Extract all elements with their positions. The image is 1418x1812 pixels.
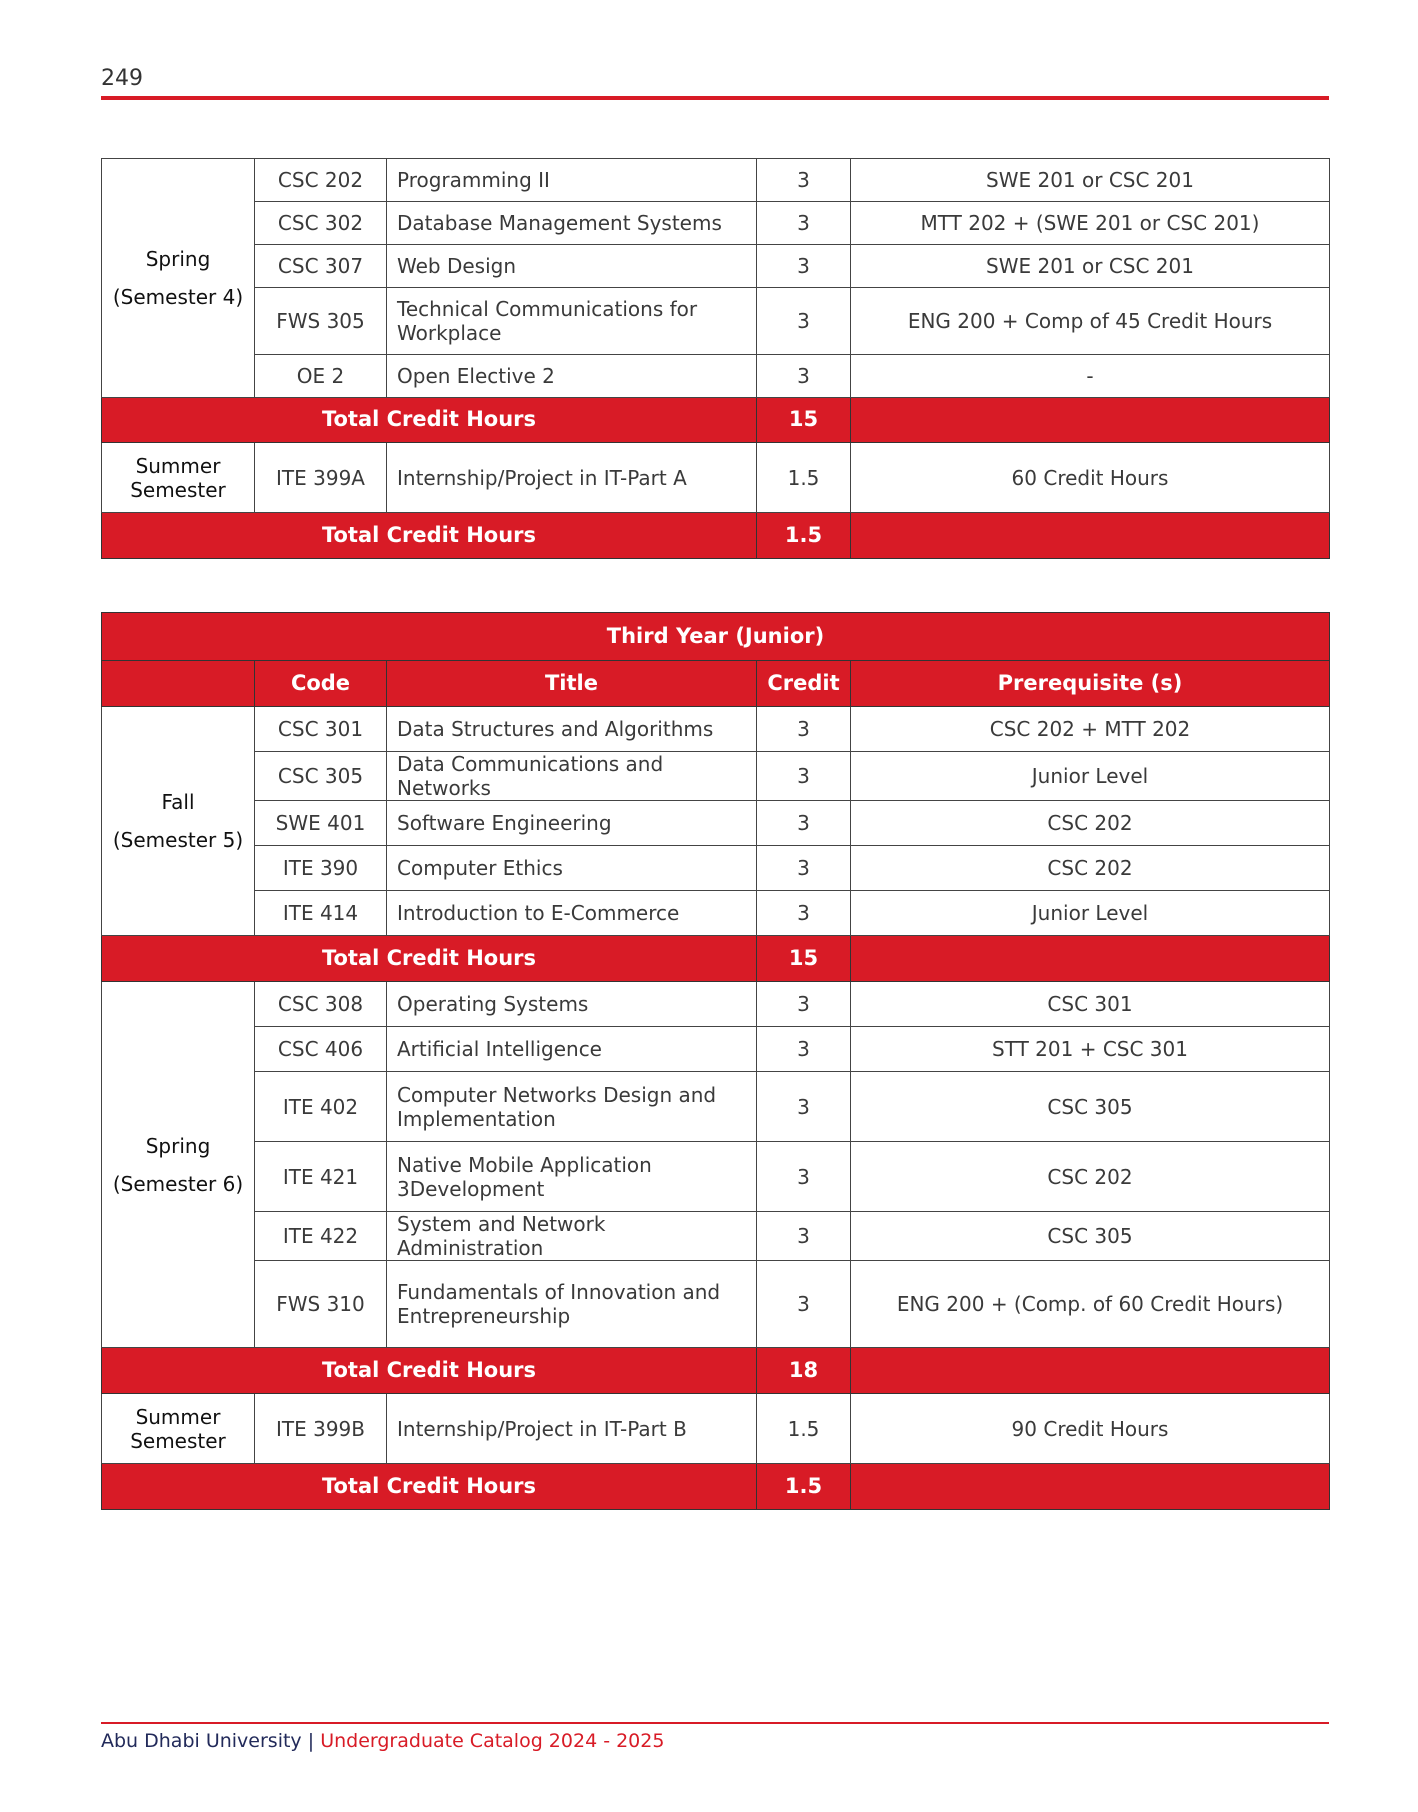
total-label: Total Credit Hours bbox=[102, 936, 757, 982]
course-title: Open Elective 2 bbox=[387, 355, 757, 398]
course-code: FWS 305 bbox=[255, 288, 387, 355]
course-code: SWE 401 bbox=[255, 801, 387, 846]
semester-label: Summer Semester bbox=[102, 1394, 255, 1464]
header-code: Code bbox=[255, 661, 387, 707]
semester-label: Spring (Semester 4) bbox=[102, 159, 255, 398]
course-code: CSC 307 bbox=[255, 245, 387, 288]
semester-label: Spring (Semester 6) bbox=[102, 982, 255, 1348]
table-row bbox=[102, 1142, 1330, 1212]
header-title: Title bbox=[387, 661, 757, 707]
total-empty bbox=[851, 936, 1330, 982]
header-prereq: Prerequisite (s) bbox=[851, 661, 1330, 707]
semester-label: Summer Semester bbox=[102, 443, 255, 513]
semester-label: Fall (Semester 5) bbox=[102, 707, 255, 936]
course-prereq: CSC 202 bbox=[851, 1142, 1330, 1212]
total-empty bbox=[851, 513, 1330, 559]
total-value: 1.5 bbox=[757, 1464, 851, 1510]
course-code: ITE 402 bbox=[255, 1072, 387, 1142]
course-title: Computer Networks Design and Implementation bbox=[387, 1072, 757, 1142]
course-code: ITE 414 bbox=[255, 891, 387, 936]
course-title: Introduction to E-Commerce bbox=[387, 891, 757, 936]
course-prereq: CSC 301 bbox=[851, 982, 1330, 1027]
course-title: Internship/Project in IT-Part B bbox=[387, 1394, 757, 1464]
table-row bbox=[102, 1212, 1330, 1261]
course-code: ITE 390 bbox=[255, 846, 387, 891]
total-label: Total Credit Hours bbox=[102, 398, 757, 443]
course-code: CSC 308 bbox=[255, 982, 387, 1027]
total-row bbox=[102, 513, 1330, 559]
course-title: Web Design bbox=[387, 245, 757, 288]
total-value: 15 bbox=[757, 398, 851, 443]
course-credit: 3 bbox=[757, 355, 851, 398]
course-code: ITE 399A bbox=[255, 443, 387, 513]
course-credit: 3 bbox=[757, 159, 851, 202]
course-prereq: Junior Level bbox=[851, 752, 1330, 801]
course-code: ITE 422 bbox=[255, 1212, 387, 1261]
total-label: Total Credit Hours bbox=[102, 513, 757, 559]
course-credit: 1.5 bbox=[757, 443, 851, 513]
course-prereq: STT 201 + CSC 301 bbox=[851, 1027, 1330, 1072]
table-row bbox=[102, 982, 1330, 1027]
page-number: 249 bbox=[101, 66, 143, 91]
table-row bbox=[102, 891, 1330, 936]
table-row bbox=[102, 752, 1330, 801]
course-credit: 3 bbox=[757, 1261, 851, 1348]
total-value: 15 bbox=[757, 936, 851, 982]
course-title: Programming II bbox=[387, 159, 757, 202]
course-code: CSC 302 bbox=[255, 202, 387, 245]
total-label: Total Credit Hours bbox=[102, 1464, 757, 1510]
course-title: Computer Ethics bbox=[387, 846, 757, 891]
course-prereq: - bbox=[851, 355, 1330, 398]
course-prereq: CSC 202 + MTT 202 bbox=[851, 707, 1330, 752]
course-title: Native Mobile Application 3Development bbox=[387, 1142, 757, 1212]
course-code: OE 2 bbox=[255, 355, 387, 398]
total-empty bbox=[851, 1464, 1330, 1510]
course-title: System and Network Administration bbox=[387, 1212, 757, 1261]
course-code: ITE 399B bbox=[255, 1394, 387, 1464]
year-title-row bbox=[102, 613, 1330, 661]
course-credit: 3 bbox=[757, 982, 851, 1027]
course-code: CSC 305 bbox=[255, 752, 387, 801]
table-row bbox=[102, 159, 1330, 202]
course-credit: 3 bbox=[757, 891, 851, 936]
total-row bbox=[102, 936, 1330, 982]
course-title: Artificial Intelligence bbox=[387, 1027, 757, 1072]
course-credit: 3 bbox=[757, 1212, 851, 1261]
table-row bbox=[102, 707, 1330, 752]
course-credit: 3 bbox=[757, 245, 851, 288]
course-code: FWS 310 bbox=[255, 1261, 387, 1348]
footer-catalog: Undergraduate Catalog 2024 - 2025 bbox=[320, 1730, 665, 1752]
total-label: Total Credit Hours bbox=[102, 1348, 757, 1394]
course-prereq: 60 Credit Hours bbox=[851, 443, 1330, 513]
total-row bbox=[102, 1464, 1330, 1510]
total-row bbox=[102, 398, 1330, 443]
course-credit: 3 bbox=[757, 1027, 851, 1072]
table-row bbox=[102, 202, 1330, 245]
course-title: Fundamentals of Innovation and Entrepreneurship bbox=[387, 1261, 757, 1348]
year-title: Third Year (Junior) bbox=[102, 613, 1330, 661]
course-prereq: 90 Credit Hours bbox=[851, 1394, 1330, 1464]
course-credit: 1.5 bbox=[757, 1394, 851, 1464]
course-code: CSC 406 bbox=[255, 1027, 387, 1072]
table-row bbox=[102, 1394, 1330, 1464]
total-value: 18 bbox=[757, 1348, 851, 1394]
course-title: Operating Systems bbox=[387, 982, 757, 1027]
course-credit: 3 bbox=[757, 288, 851, 355]
course-prereq: CSC 202 bbox=[851, 846, 1330, 891]
course-prereq: CSC 305 bbox=[851, 1212, 1330, 1261]
course-credit: 3 bbox=[757, 707, 851, 752]
footer-university: Abu Dhabi University bbox=[101, 1730, 302, 1752]
course-title: Data Communications and Networks bbox=[387, 752, 757, 801]
footer-separator: | bbox=[307, 1730, 315, 1752]
course-code: CSC 301 bbox=[255, 707, 387, 752]
table-row bbox=[102, 355, 1330, 398]
course-prereq: Junior Level bbox=[851, 891, 1330, 936]
course-prereq: SWE 201 or CSC 201 bbox=[851, 159, 1330, 202]
course-title: Data Structures and Algorithms bbox=[387, 707, 757, 752]
table-row bbox=[102, 288, 1330, 355]
table-row bbox=[102, 846, 1330, 891]
header-rule bbox=[101, 96, 1329, 100]
course-prereq: CSC 305 bbox=[851, 1072, 1330, 1142]
course-code: CSC 202 bbox=[255, 159, 387, 202]
course-prereq: SWE 201 or CSC 201 bbox=[851, 245, 1330, 288]
table-row bbox=[102, 1261, 1330, 1348]
course-title: Database Management Systems bbox=[387, 202, 757, 245]
total-empty bbox=[851, 398, 1330, 443]
course-prereq: ENG 200 + (Comp. of 60 Credit Hours) bbox=[851, 1261, 1330, 1348]
header-credit: Credit bbox=[757, 661, 851, 707]
course-code: ITE 421 bbox=[255, 1142, 387, 1212]
footer-rule bbox=[101, 1722, 1329, 1724]
course-table-continued bbox=[101, 158, 1330, 559]
course-title: Software Engineering bbox=[387, 801, 757, 846]
total-empty bbox=[851, 1348, 1330, 1394]
table-row bbox=[102, 245, 1330, 288]
table-row bbox=[102, 801, 1330, 846]
course-credit: 3 bbox=[757, 846, 851, 891]
table-row bbox=[102, 443, 1330, 513]
course-credit: 3 bbox=[757, 801, 851, 846]
course-credit: 3 bbox=[757, 1072, 851, 1142]
course-prereq: MTT 202 + (SWE 201 or CSC 201) bbox=[851, 202, 1330, 245]
course-credit: 3 bbox=[757, 1142, 851, 1212]
course-prereq: CSC 202 bbox=[851, 801, 1330, 846]
table-row bbox=[102, 1072, 1330, 1142]
column-header-row bbox=[102, 661, 1330, 707]
course-credit: 3 bbox=[757, 752, 851, 801]
total-row bbox=[102, 1348, 1330, 1394]
course-title: Technical Communications for Workplace bbox=[387, 288, 757, 355]
header-empty bbox=[102, 661, 255, 707]
total-value: 1.5 bbox=[757, 513, 851, 559]
course-title: Internship/Project in IT-Part A bbox=[387, 443, 757, 513]
table-row bbox=[102, 1027, 1330, 1072]
course-credit: 3 bbox=[757, 202, 851, 245]
course-prereq: ENG 200 + Comp of 45 Credit Hours bbox=[851, 288, 1330, 355]
footer bbox=[101, 1730, 664, 1752]
course-table-third-year bbox=[101, 612, 1330, 1510]
